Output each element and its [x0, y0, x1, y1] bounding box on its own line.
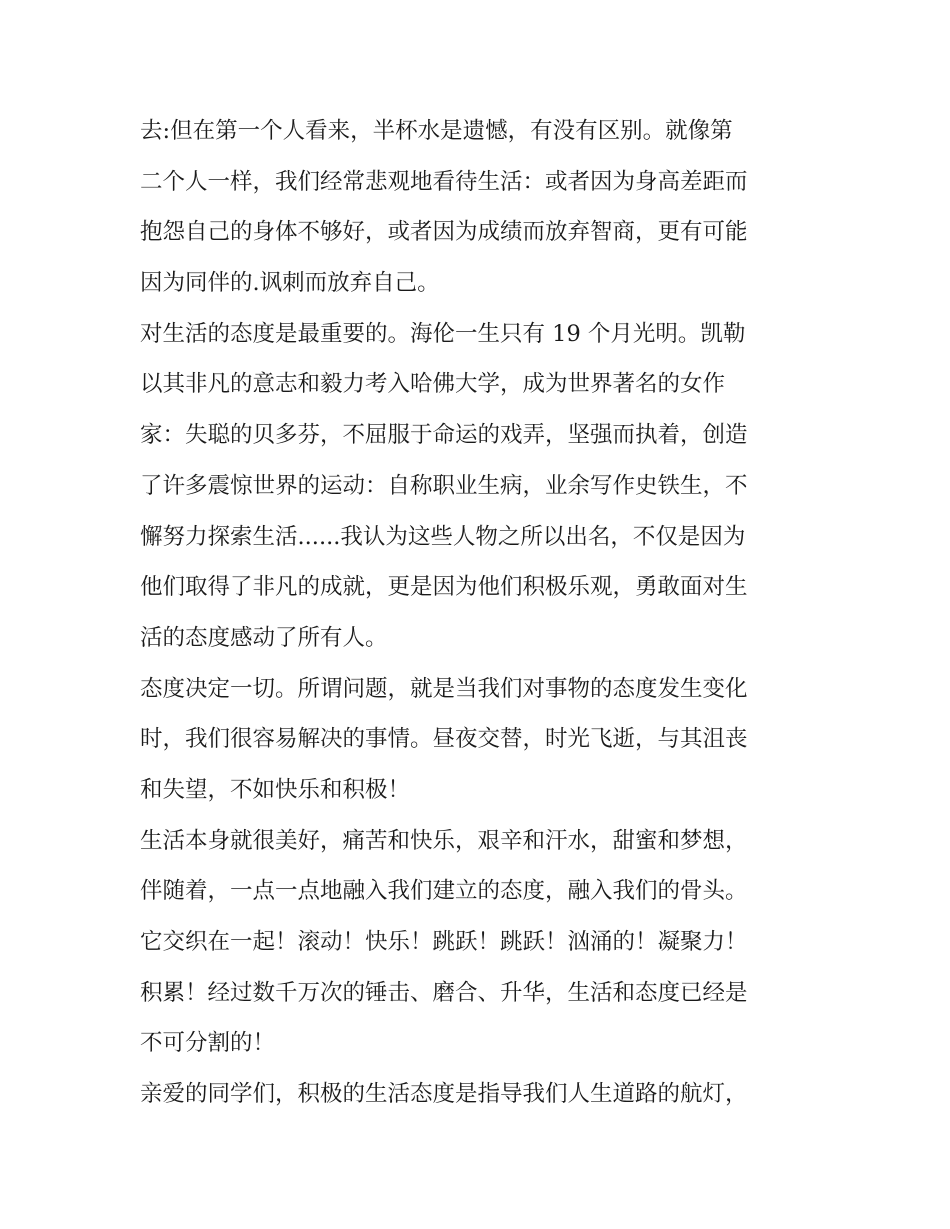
text-line: 对生活的态度是最重要的。海伦一生只有 19 个月光明。凯勒 [140, 320, 746, 347]
text-line: 他们取得了非凡的成就，更是因为他们积极乐观，勇敢面对生 [140, 574, 748, 601]
text-line: 它交织在一起！滚动！快乐！跳跃！跳跃！汹涌的！凝聚力！ [140, 929, 748, 955]
text-line: 懈努力探索生活......我认为这些人物之所以出名，不仅是因为 [140, 523, 746, 550]
text-line: 时，我们很容易解决的事情。昼夜交替，时光飞逝，与其沮丧 [140, 726, 748, 753]
text-line: 以其非凡的意志和毅力考入哈佛大学，成为世界著名的女作 [140, 371, 726, 398]
text-line: 伴随着，一点一点地融入我们建立的态度，融入我们的骨头。 [140, 878, 748, 905]
text-line: 和失望，不如快乐和积极！ [140, 776, 411, 803]
text-line: 态度决定一切。所谓问题，就是当我们对事物的态度发生变化 [140, 675, 748, 702]
text-line: 抱怨自己的身体不够好，或者因为成绩而放弃智商，更有可能 [140, 219, 748, 246]
text-line: 活的态度感动了所有人。 [140, 624, 388, 651]
document-body [140, 106, 812, 1120]
text-line: 不可分割的！ [140, 1030, 276, 1057]
text-line: 积累！经过数千万次的锤击、磨合、升华，生活和态度已经是 [140, 979, 748, 1006]
text-line: 亲爱的同学们，积极的生活态度是指导我们人生道路的航灯， [140, 1081, 748, 1108]
text-line: 去:但在第一个人看来，半杯水是遗憾，有没有区别。就像第 [140, 118, 733, 144]
text-line: 生活本身就很美好，痛苦和快乐，艰辛和汗水，甜蜜和梦想， [140, 827, 748, 854]
text-line: 家：失聪的贝多芬，不屈服于命运的戏弄，坚强而执着，创造 [140, 422, 748, 449]
text-line: 二个人一样，我们经常悲观地看待生活：或者因为身高差距而 [140, 168, 748, 195]
text-line: 了许多震惊世界的运动：自称职业生病，业余写作史铁生，不 [140, 472, 748, 499]
text-line: 因为同伴的.讽刺而放弃自己。 [140, 270, 440, 297]
